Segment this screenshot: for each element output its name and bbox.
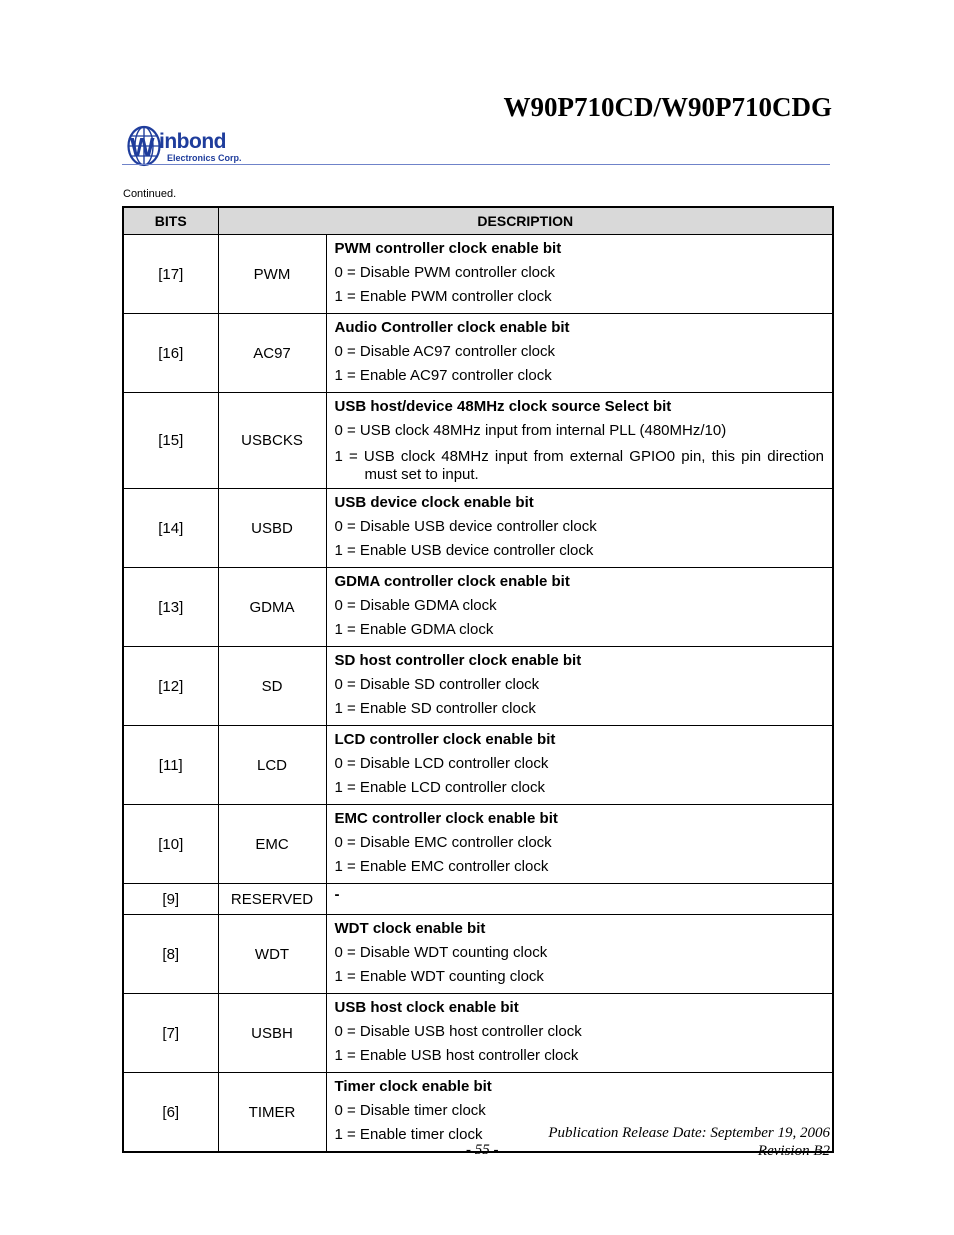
table-row xyxy=(123,393,833,489)
svg-text:W: W xyxy=(130,132,155,162)
table-row xyxy=(123,235,833,314)
description-line: 0 = Disable EMC controller clock xyxy=(334,834,552,851)
field-name-cell: RESERVED xyxy=(218,884,326,915)
description-title: GDMA controller clock enable bit xyxy=(334,573,570,590)
description-title: LCD controller clock enable bit xyxy=(334,731,556,748)
description-title: USB host/device 48MHz clock source Select bit xyxy=(334,398,672,415)
footer-publication-info xyxy=(548,1124,830,1160)
description-line: 1 = Enable GDMA clock xyxy=(334,621,494,638)
description-title: - xyxy=(334,886,340,903)
description-cell xyxy=(326,994,833,1073)
description-line: 1 = Enable timer clock xyxy=(334,1126,483,1143)
field-name-cell: AC97 xyxy=(218,314,326,393)
description-line: 1 = Enable SD controller clock xyxy=(334,700,536,717)
bits-cell: [9] xyxy=(123,884,218,915)
revision: Revision B2 xyxy=(757,1143,830,1159)
description-line: 1 = Enable LCD controller clock xyxy=(334,779,546,796)
description-title: USB device clock enable bit xyxy=(334,494,534,511)
description-line: 0 = Disable AC97 controller clock xyxy=(334,343,556,360)
description-cell xyxy=(326,235,833,314)
description-cell xyxy=(326,915,833,994)
description-title: EMC controller clock enable bit xyxy=(334,810,558,827)
bits-cell: [12] xyxy=(123,647,218,726)
description-line: 0 = Disable SD controller clock xyxy=(334,676,540,693)
page-number: - 55 - xyxy=(466,1142,499,1158)
description-title: USB host clock enable bit xyxy=(334,999,519,1016)
table-row xyxy=(123,726,833,805)
field-name-cell: USBCKS xyxy=(218,393,326,489)
description-line: 0 = Disable USB device controller clock xyxy=(334,518,597,535)
description-cell xyxy=(326,805,833,884)
header-rule xyxy=(122,164,830,165)
description-title: WDT clock enable bit xyxy=(334,920,486,937)
description-line: 0 = Disable LCD controller clock xyxy=(334,755,549,772)
description-line: 1 = Enable USB device controller clock xyxy=(334,542,594,559)
globe-icon xyxy=(127,125,161,167)
bits-cell: [11] xyxy=(123,726,218,805)
table-row xyxy=(123,489,833,568)
bits-cell: [6] xyxy=(123,1073,218,1153)
release-date: Publication Release Date: September 19, 2006 xyxy=(548,1125,830,1141)
description-title: Timer clock enable bit xyxy=(334,1078,492,1095)
register-bits-table xyxy=(122,206,834,1153)
table-row xyxy=(123,915,833,994)
bits-cell: [16] xyxy=(123,314,218,393)
description-line: 1 = Enable AC97 controller clock xyxy=(334,367,552,384)
description-line: 1 = Enable PWM controller clock xyxy=(334,288,552,305)
continued-note: Continued. xyxy=(123,188,177,200)
table-row xyxy=(123,568,833,647)
description-line: 0 = Disable PWM controller clock xyxy=(334,264,555,281)
description-cell xyxy=(326,489,833,568)
description-cell xyxy=(326,884,833,915)
description-line: 1 = Enable WDT counting clock xyxy=(334,968,544,985)
document-title: W90P710CD/W90P710CDG xyxy=(503,92,832,122)
column-header-description: DESCRIPTION xyxy=(218,207,833,235)
description-line: 0 = Disable USB host controller clock xyxy=(334,1023,582,1040)
description-line: 0 = Disable timer clock xyxy=(334,1102,486,1119)
bits-cell: [7] xyxy=(123,994,218,1073)
winbond-logo xyxy=(127,125,257,167)
table-header-row xyxy=(123,207,833,235)
bits-cell: [13] xyxy=(123,568,218,647)
field-name-cell: EMC xyxy=(218,805,326,884)
description-cell xyxy=(326,647,833,726)
field-name-cell: TIMER xyxy=(218,1073,326,1153)
description-line: 1 = USB clock 48MHz input from external GPIO0 pin, this pin direction xyxy=(334,448,824,465)
bits-cell: [17] xyxy=(123,235,218,314)
description-line: 0 = USB clock 48MHz input from internal PLL (480MHz/10) xyxy=(334,422,727,439)
description-line: 1 = Enable USB host controller clock xyxy=(334,1047,579,1064)
bits-cell: [14] xyxy=(123,489,218,568)
description-cell xyxy=(326,568,833,647)
logo-wordmark: inbond xyxy=(159,130,226,153)
bits-cell: [8] xyxy=(123,915,218,994)
bits-cell: [10] xyxy=(123,805,218,884)
field-name-cell: USBD xyxy=(218,489,326,568)
table-row xyxy=(123,805,833,884)
field-name-cell: WDT xyxy=(218,915,326,994)
description-cell xyxy=(326,726,833,805)
field-name-cell: GDMA xyxy=(218,568,326,647)
table-row xyxy=(123,647,833,726)
description-cell xyxy=(326,393,833,489)
logo-subtitle: Electronics Corp. xyxy=(167,153,242,163)
description-line-continuation: must set to input. xyxy=(364,466,479,483)
column-header-bits: BITS xyxy=(123,207,218,235)
description-line: 0 = Disable GDMA clock xyxy=(334,597,497,614)
table-row xyxy=(123,314,833,393)
description-line: 1 = Enable EMC controller clock xyxy=(334,858,549,875)
field-name-cell: SD xyxy=(218,647,326,726)
description-title: SD host controller clock enable bit xyxy=(334,652,582,669)
description-line: 0 = Disable WDT counting clock xyxy=(334,944,548,961)
field-name-cell: PWM xyxy=(218,235,326,314)
description-title: PWM controller clock enable bit xyxy=(334,240,562,257)
table-row xyxy=(123,994,833,1073)
field-name-cell: USBH xyxy=(218,994,326,1073)
description-title: Audio Controller clock enable bit xyxy=(334,319,570,336)
description-cell xyxy=(326,314,833,393)
bits-cell: [15] xyxy=(123,393,218,489)
field-name-cell: LCD xyxy=(218,726,326,805)
table-row xyxy=(123,884,833,915)
